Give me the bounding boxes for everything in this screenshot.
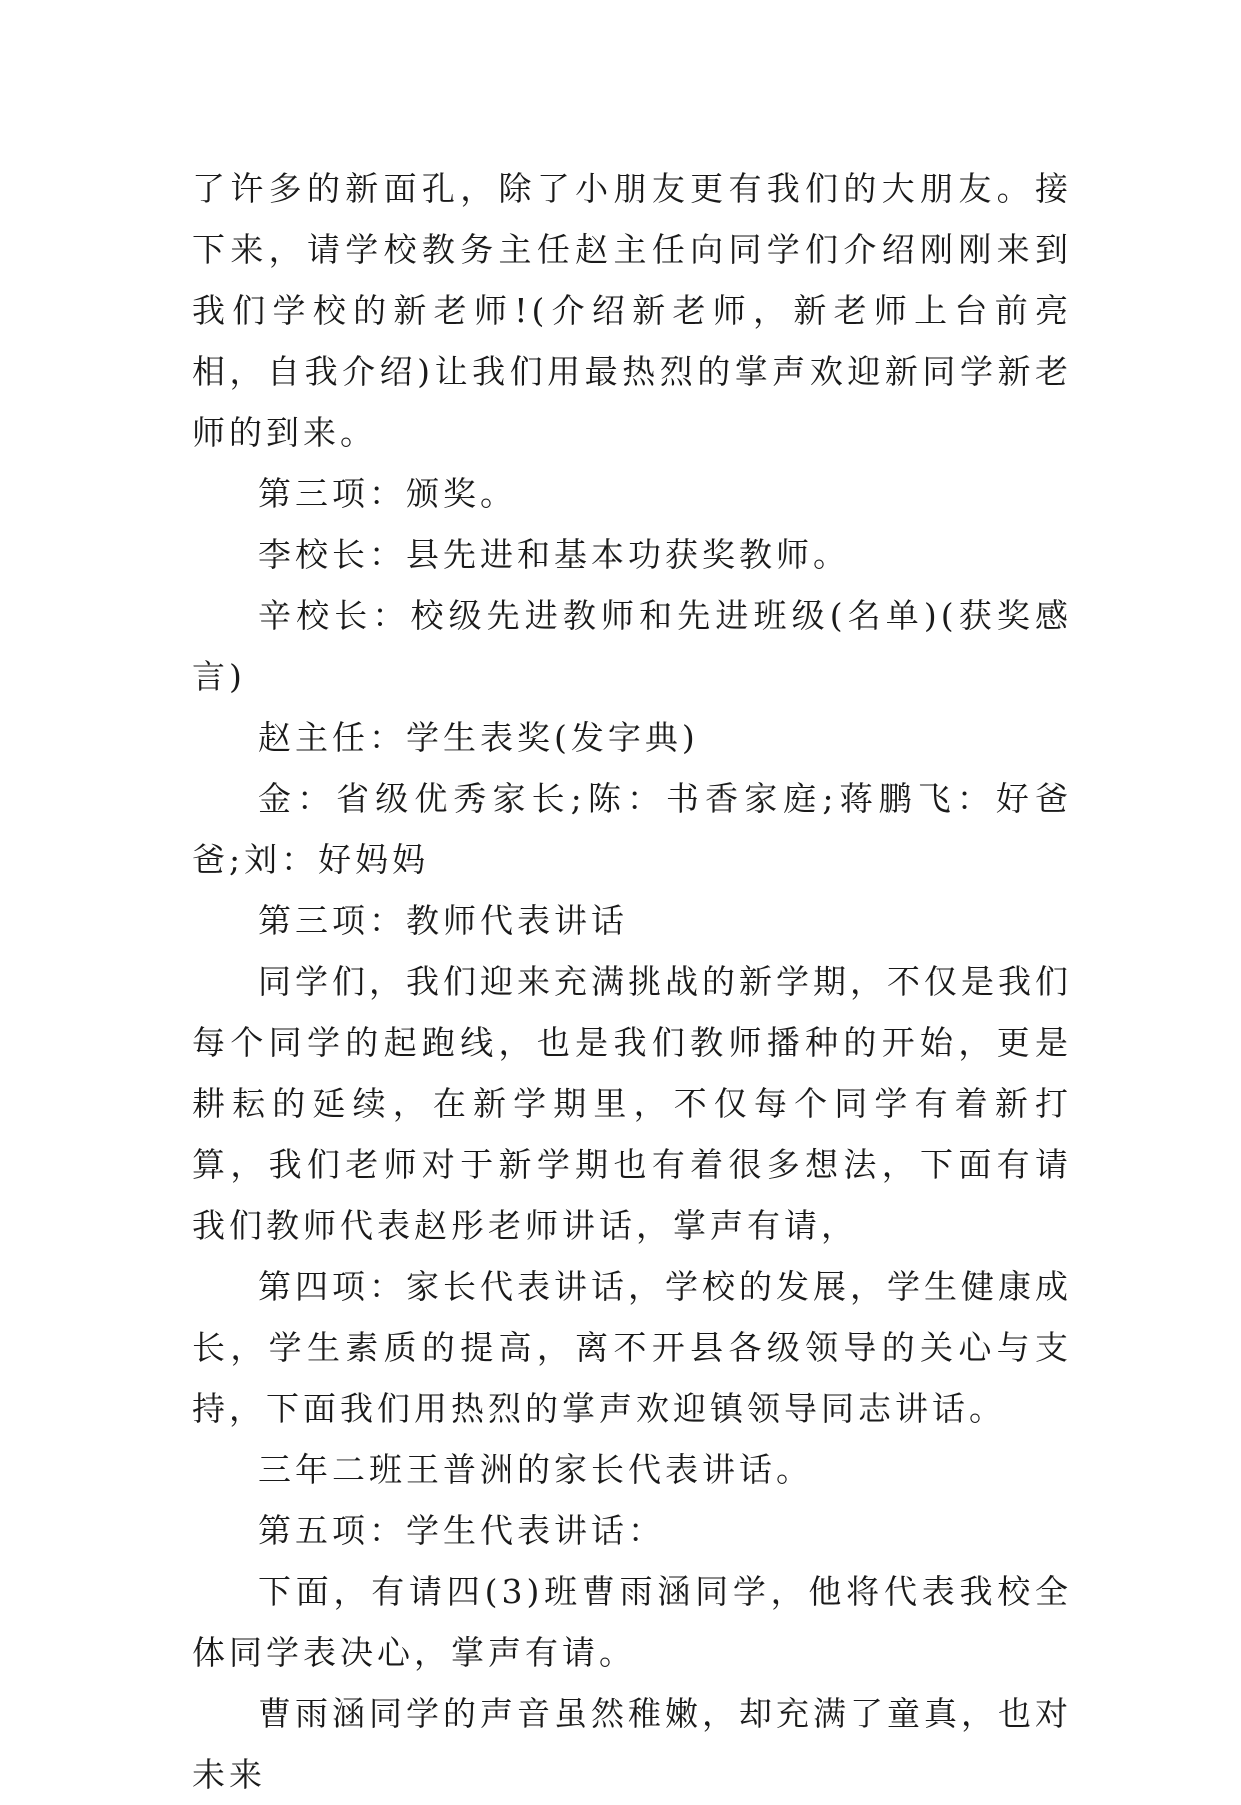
paragraph-item-4-parent-speech: 第四项：家长代表讲话，学校的发展，学生健康成长，学生素质的提高，离不开县各级领导的关心与支持，下面我们用热烈的掌声欢迎镇领导同志讲话。 (192, 1267, 1072, 1428)
paragraph-student-comment: 曹雨涵同学的声音虽然稚嫩，却充满了童真，也对未来 (192, 1694, 1072, 1794)
paragraph-item-3-teacher-speech: 第三项：教师代表讲话 (258, 901, 628, 940)
paragraph-parent-speaker: 三年二班王普洲的家长代表讲话。 (258, 1450, 813, 1489)
paragraph-student-intro: 下面，有请四(3)班曹雨涵同学，他将代表我校全体同学表决心，掌声有请。 (192, 1572, 1072, 1672)
paragraph-teacher-intro: 同学们，我们迎来充满挑战的新学期，不仅是我们每个同学的起跑线，也是我们教师播种的开始，更是耕耘的延续，在新学期里，不仅每个同学有着新打算，我们老师对于新学期也有着很多想法，下面有请我们教师代表赵彤老师讲话，掌声有请， (192, 962, 1072, 1245)
document-body (192, 158, 1072, 1805)
paragraph-parent-awards: 金：省级优秀家长;陈：书香家庭;蒋鹏飞：好爸爸;刘：好妈妈 (192, 779, 1072, 879)
paragraph-director-zhao: 赵主任：学生表奖(发字典) (258, 718, 699, 757)
paragraph-item-3-awards: 第三项：颁奖。 (258, 474, 517, 513)
paragraph-principal-li: 李校长：县先进和基本功获奖教师。 (258, 535, 850, 574)
paragraph-continuation: 了许多的新面孔，除了小朋友更有我们的大朋友。接下来，请学校教务主任赵主任向同学们介绍刚刚来到我们学校的新老师!(介绍新老师，新老师上台前亮相，自我介绍)让我们用最热烈的掌声欢迎新同学新老师的到来。 (192, 169, 1072, 452)
paragraph-item-5-student-speech: 第五项：学生代表讲话： (258, 1511, 665, 1550)
paragraph-principal-xin: 辛校长：校级先进教师和先进班级(名单)(获奖感言) (192, 596, 1072, 696)
